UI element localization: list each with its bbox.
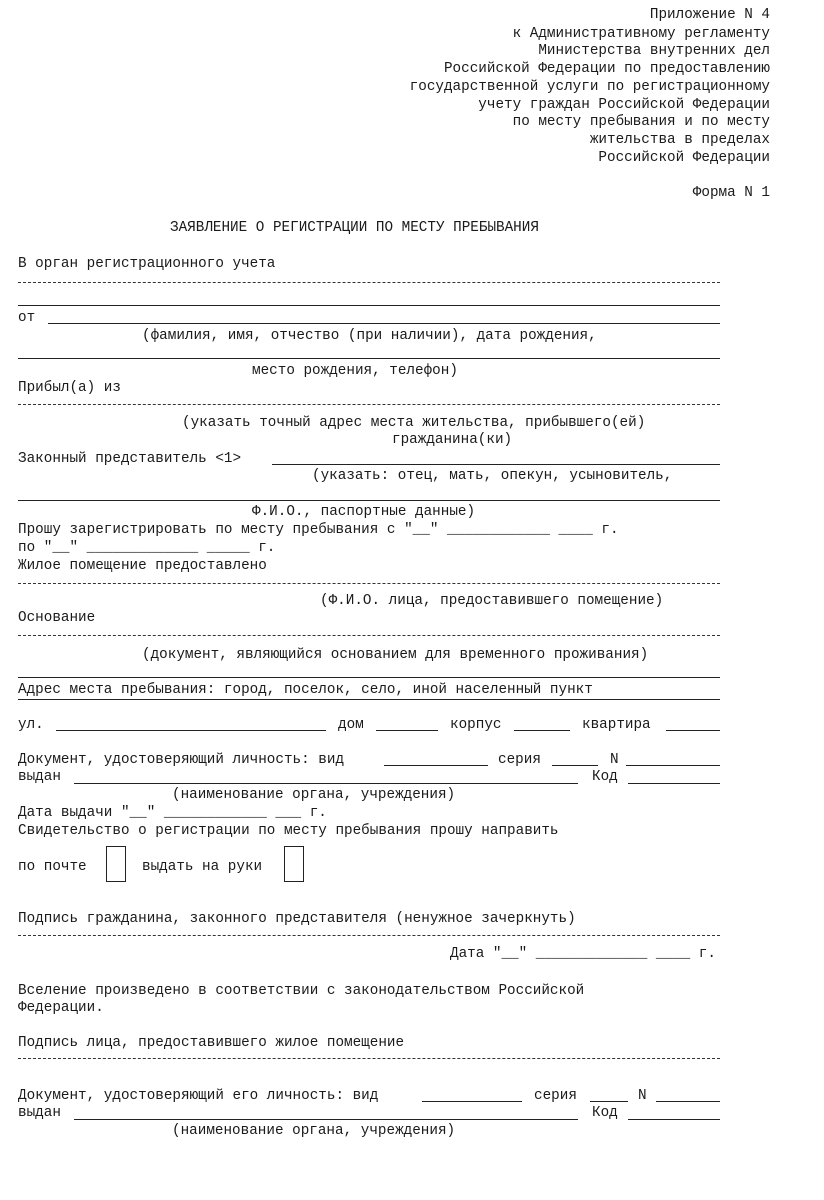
host-code-input-line[interactable] xyxy=(628,1119,720,1120)
housing-line[interactable] xyxy=(18,583,720,584)
host-issuer-hint: (наименование органа, учреждения) xyxy=(172,1123,456,1139)
host-series-label: серия xyxy=(534,1088,577,1104)
stay-address-line[interactable] xyxy=(18,699,720,700)
authority-label: В орган регистрационного учета xyxy=(18,256,276,272)
host-id-doc-label: Документ, удостоверяющий его личность: вид xyxy=(18,1088,379,1104)
by-mail-label: по почте xyxy=(18,859,87,875)
header-line-5: государственной услуги по регистрационному xyxy=(409,79,770,95)
form-number: Форма N 1 xyxy=(692,185,770,201)
host-issued-input-line[interactable] xyxy=(74,1119,578,1120)
header-line-4: Российской Федерации по предоставлению xyxy=(443,61,770,77)
number-label: N xyxy=(610,752,619,768)
basis-line[interactable] xyxy=(18,635,720,636)
name-hint-1: (фамилия, имя, отчество (при наличии), дата рождения, xyxy=(142,328,597,344)
form-title: ЗАЯВЛЕНИЕ О РЕГИСТРАЦИИ ПО МЕСТУ ПРЕБЫВАНИЯ xyxy=(170,220,539,236)
header-line-9: Российской Федерации xyxy=(598,150,770,166)
id-doc-label: Документ, удостоверяющий личность: вид xyxy=(18,752,345,768)
housing-hint: (Ф.И.О. лица, предоставившего помещение) xyxy=(320,593,664,609)
move-in-text-1: Вселение произведено в соответствии с законодательством Российской xyxy=(18,983,585,999)
from-label: от xyxy=(18,310,36,326)
address-hint-2: гражданина(ки) xyxy=(392,432,513,448)
authority-line-2[interactable] xyxy=(18,305,720,306)
header-line-2: к Административному регламенту xyxy=(512,26,770,42)
representative-hint-2: Ф.И.О., паспортные данные) xyxy=(252,504,476,520)
representative-input-line-2[interactable] xyxy=(18,500,720,501)
name-hint-2: место рождения, телефон) xyxy=(252,363,458,379)
address-hint-1: (указать точный адрес места жительства, прибывшего(ей) xyxy=(182,415,646,431)
house-label: дом xyxy=(338,717,364,733)
issued-label: выдан xyxy=(18,769,61,785)
representative-input-line[interactable] xyxy=(272,464,720,465)
in-person-label: выдать на руки xyxy=(142,859,263,875)
code-input-line[interactable] xyxy=(628,783,720,784)
host-number-input-line[interactable] xyxy=(656,1101,720,1102)
arrived-from-line[interactable] xyxy=(18,404,720,405)
host-code-label: Код xyxy=(592,1105,618,1121)
header-line-6: учету граждан Российской Федерации xyxy=(478,97,770,113)
street-label: ул. xyxy=(18,717,44,733)
id-doc-type-line[interactable] xyxy=(384,765,488,766)
arrived-from-label: Прибыл(а) из xyxy=(18,380,121,396)
basis-label: Основание xyxy=(18,610,96,626)
header-line-7: по месту пребывания и по месту xyxy=(512,114,770,130)
issue-date[interactable]: Дата выдачи "__" ____________ ___ г. xyxy=(18,805,327,821)
issuer-hint: (наименование органа, учреждения) xyxy=(172,787,456,803)
host-issued-label: выдан xyxy=(18,1105,61,1121)
header-line-3: Министерства внутренних дел xyxy=(538,43,770,59)
issued-input-line[interactable] xyxy=(74,783,578,784)
host-id-doc-type-line[interactable] xyxy=(422,1101,522,1102)
header-line-8: жительства в пределах xyxy=(589,132,770,148)
representative-label: Законный представитель <1> xyxy=(18,451,242,467)
signature-label: Подпись гражданина, законного представителя (ненужное зачеркнуть) xyxy=(18,911,576,927)
representative-hint-1: (указать: отец, мать, опекун, усыновитель, xyxy=(312,468,673,484)
code-label: Код xyxy=(592,769,618,785)
number-input-line[interactable] xyxy=(626,765,720,766)
basis-hint: (документ, являющийся основанием для временного проживания) xyxy=(142,647,649,663)
house-input-line[interactable] xyxy=(376,730,438,731)
host-signature-line[interactable] xyxy=(18,1058,720,1059)
signature-date[interactable]: Дата "__" _____________ ____ г. xyxy=(450,946,716,962)
signature-line[interactable] xyxy=(18,935,720,936)
street-input-line[interactable] xyxy=(56,730,326,731)
in-person-checkbox[interactable] xyxy=(284,846,304,882)
host-number-label: N xyxy=(638,1088,647,1104)
host-signature-label: Подпись лица, предоставившего жилое помещение xyxy=(18,1035,405,1051)
request-period-to[interactable]: по "__" _____________ _____ г. xyxy=(18,540,276,556)
from-input-line[interactable] xyxy=(48,323,720,324)
apartment-input-line[interactable] xyxy=(666,730,720,731)
move-in-text-2: Федерации. xyxy=(18,1000,104,1016)
certificate-label: Свидетельство о регистрации по месту пребывания прошу направить xyxy=(18,823,559,839)
stay-address-label: Адрес места пребывания: город, поселок, село, иной населенный пункт xyxy=(18,682,593,698)
authority-dashed-line[interactable] xyxy=(18,282,720,283)
by-mail-checkbox[interactable] xyxy=(106,846,126,882)
series-label: серия xyxy=(498,752,541,768)
basis-line-2[interactable] xyxy=(18,677,720,678)
request-period-from[interactable]: Прошу зарегистрировать по месту пребывания с "__" ____________ ____ г. xyxy=(18,522,619,538)
housing-label: Жилое помещение предоставлено xyxy=(18,558,267,574)
building-input-line[interactable] xyxy=(514,730,570,731)
from-input-line-2[interactable] xyxy=(18,358,720,359)
header-line-1: Приложение N 4 xyxy=(649,7,770,23)
apartment-label: квартира xyxy=(582,717,651,733)
host-series-input-line[interactable] xyxy=(590,1101,628,1102)
building-label: корпус xyxy=(450,717,502,733)
series-input-line[interactable] xyxy=(552,765,598,766)
